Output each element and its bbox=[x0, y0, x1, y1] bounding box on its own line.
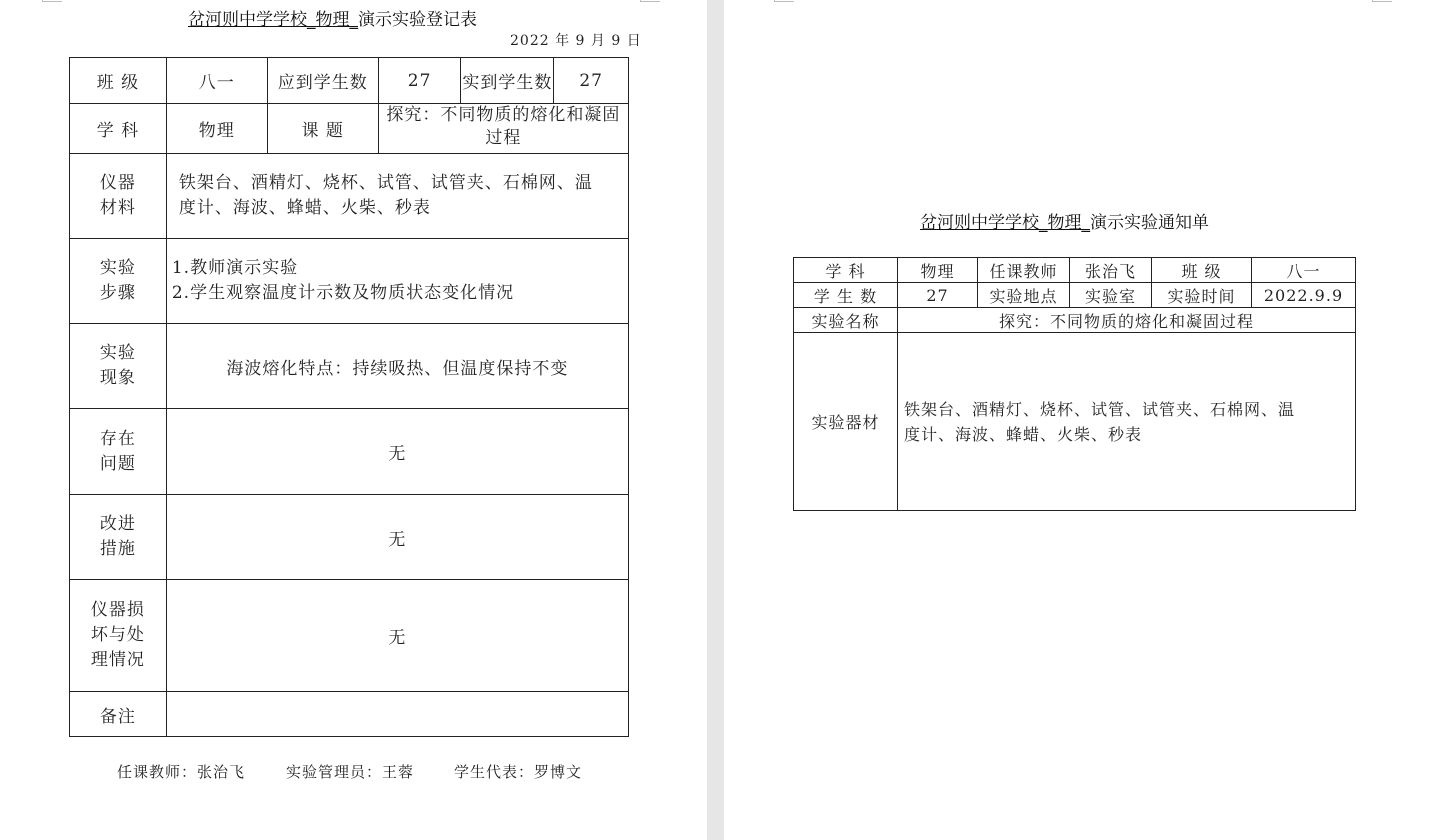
title-subject: 物理 bbox=[315, 10, 350, 30]
time-value: 2022.9.9 bbox=[1252, 283, 1356, 308]
subject-label: 学 科 bbox=[70, 104, 167, 154]
remarks-label: 备注 bbox=[70, 692, 167, 737]
equipment-value: 铁架台、酒精灯、烧杯、试管、试管夹、石棉网、温 度计、海波、蜂蜡、火柴、秒表 bbox=[898, 333, 1356, 511]
damage-label: 仪器损 坏与处 理情况 bbox=[70, 580, 167, 692]
subject-value: 物理 bbox=[166, 104, 267, 154]
equipment-label: 实验器材 bbox=[794, 333, 898, 511]
crop-mark bbox=[1372, 0, 1392, 2]
right-title: 岔河则中学学校_物理_演示实验通知单 bbox=[920, 213, 1209, 233]
crop-mark bbox=[640, 0, 660, 2]
class-value: 八一 bbox=[166, 58, 267, 104]
record-date: 2022 年 9 月 9 日 bbox=[510, 33, 642, 49]
footer-manager: 实验管理员：王蓉 bbox=[286, 763, 415, 781]
problems-value: 无 bbox=[166, 409, 628, 495]
experiment-name-label: 实验名称 bbox=[794, 308, 898, 333]
footer-student-rep: 学生代表：罗博文 bbox=[454, 763, 583, 781]
location-label: 实验地点 bbox=[978, 283, 1070, 308]
footer-teacher: 任课教师：张治飞 bbox=[117, 763, 246, 781]
actual-label: 实到学生数 bbox=[461, 58, 554, 104]
expected-value: 27 bbox=[378, 58, 461, 104]
location-value: 实验室 bbox=[1070, 283, 1152, 308]
experiment-name-value: 探究：不同物质的熔化和凝固过程 bbox=[898, 308, 1356, 333]
improve-label: 改进 措施 bbox=[70, 495, 167, 580]
class-label: 班 级 bbox=[1152, 258, 1252, 283]
phenomenon-value: 海波熔化特点：持续吸热、但温度保持不变 bbox=[166, 324, 628, 409]
topic-label: 课 题 bbox=[267, 104, 378, 154]
steps-value: 1.教师演示实验 2.学生观察温度计示数及物质状态变化情况 bbox=[166, 239, 628, 324]
title-subject: 物理 bbox=[1047, 213, 1082, 233]
time-label: 实验时间 bbox=[1152, 283, 1252, 308]
subject-label: 学 科 bbox=[794, 258, 898, 283]
equipment-label: 仪器 材料 bbox=[70, 154, 167, 239]
damage-value: 无 bbox=[166, 580, 628, 692]
class-label: 班 级 bbox=[70, 58, 167, 104]
students-label: 学 生 数 bbox=[794, 283, 898, 308]
notice-table bbox=[793, 257, 1356, 511]
left-title: 岔河则中学学校_物理_演示实验登记表 bbox=[188, 10, 477, 30]
registration-table bbox=[69, 57, 629, 737]
teacher-value: 张治飞 bbox=[1070, 258, 1152, 283]
title-rest: 演示实验登记表 bbox=[358, 10, 477, 30]
remarks-value bbox=[166, 692, 628, 737]
title-school: 岔河则中学学校 bbox=[188, 10, 307, 30]
phenomenon-label: 实验 现象 bbox=[70, 324, 167, 409]
teacher-label: 任课教师 bbox=[978, 258, 1070, 283]
class-value: 八一 bbox=[1252, 258, 1356, 283]
equipment-value: 铁架台、酒精灯、烧杯、试管、试管夹、石棉网、温 度计、海波、蜂蜡、火柴、秒表 bbox=[166, 154, 628, 239]
steps-label: 实验 步骤 bbox=[70, 239, 167, 324]
right-page bbox=[724, 0, 1452, 840]
title-rest: 演示实验通知单 bbox=[1090, 213, 1209, 233]
topic-value: 探究：不同物质的熔化和凝固 过程 bbox=[378, 104, 628, 154]
students-value: 27 bbox=[898, 283, 978, 308]
title-school: 岔河则中学学校 bbox=[920, 213, 1039, 233]
subject-value: 物理 bbox=[898, 258, 978, 283]
left-page bbox=[0, 0, 707, 840]
problems-label: 存在 问题 bbox=[70, 409, 167, 495]
actual-value: 27 bbox=[554, 58, 629, 104]
improve-value: 无 bbox=[166, 495, 628, 580]
crop-mark bbox=[774, 0, 794, 2]
crop-mark bbox=[42, 0, 62, 2]
expected-label: 应到学生数 bbox=[267, 58, 378, 104]
